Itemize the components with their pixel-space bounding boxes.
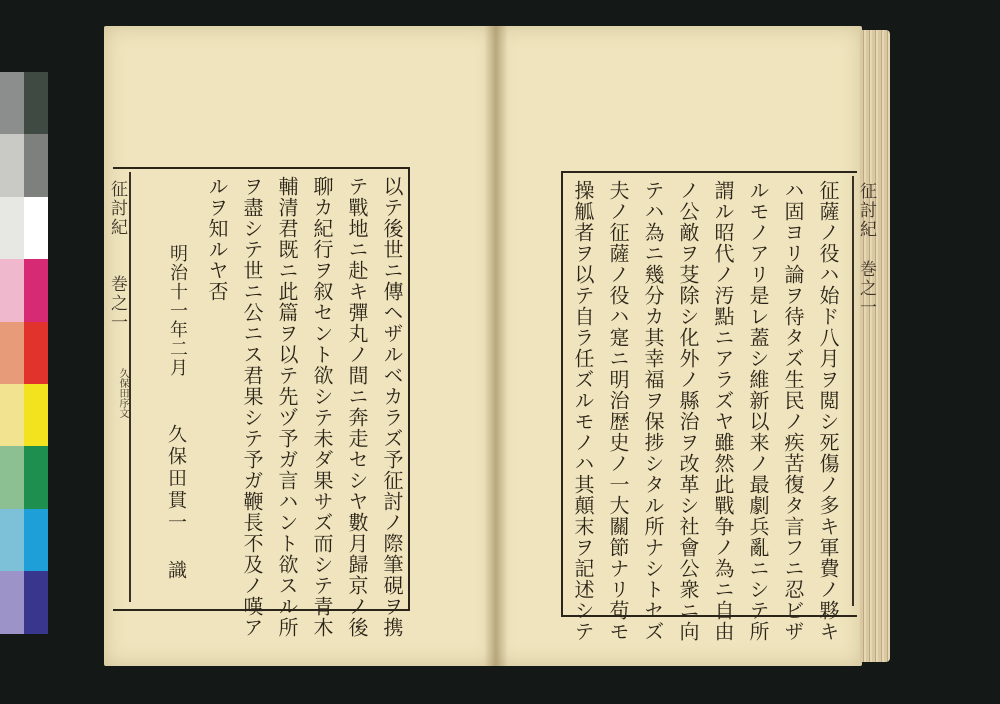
color-swatch [0,259,24,321]
color-swatch [24,446,48,508]
color-swatch [24,509,48,571]
color-swatch [24,384,48,446]
color-swatch [24,72,48,134]
left-column-2: テ戰地ニ赴キ彈丸ノ間ニ奔走セシヤ數月歸京ノ後 [345,176,369,638]
left-hanshin-title: 征討紀 [107,180,127,237]
right-column-7: 夫ノ征薩ノ役ハ寔ニ明治歴史ノ一大關節ナリ苟モ [606,180,630,642]
color-swatch [24,259,48,321]
right-column-4: 謂ル昭代ノ汚點ニアラズヤ雖然此戰争ノ為ニ自由 [711,180,735,642]
color-swatch [0,571,24,633]
right-column-6: テハ為ニ幾分カ其幸福ヲ保捗シタル所ナシトセズ [641,180,665,642]
color-swatch [24,134,48,196]
right-hanshin-rule [852,176,854,606]
right-hanshin-volume: 巻之一 [856,260,876,317]
right-column-5: ノ公敵ヲ芟除シ化外ノ縣治ヲ改革シ社會公衆ニ向 [676,180,700,642]
color-swatch [0,197,24,259]
color-swatch [0,322,24,384]
right-column-2: ハ固ヨリ論ヲ待タズ生民ノ疾苦復タ言フニ忍ビザ [781,180,805,642]
color-swatch [24,571,48,633]
left-column-6: ルヲ知ルヤ否 [205,176,229,302]
right-column-1: 征薩ノ役ハ始ド八月ヲ閲シ死傷ノ多キ軍費ノ夥キ [816,180,840,642]
color-swatch [0,384,24,446]
right-hanshin-title: 征討紀 [856,182,876,239]
preface-author: 久保田貫一 [165,424,187,534]
color-calibration-chart [0,72,48,634]
book-gutter [484,26,508,666]
right-column-8: 操觚者ヲ以テ自ラ任ズルモノハ其顛末ヲ記述シテ [571,180,595,642]
preface-signature: 識 [165,560,187,580]
color-swatch [0,134,24,196]
left-column-3: 聊カ紀行ヲ叙セント欲シテ未ダ果サズ而シテ青木 [310,176,334,638]
color-swatch [0,509,24,571]
left-hanshin-volume: 巻之一 [107,275,127,332]
page-edges [860,30,890,662]
left-hanshin-rule [129,172,131,602]
color-swatch [24,197,48,259]
color-swatch [24,322,48,384]
left-column-5: ヲ盡シテ世ニ公ニス君果シテ予ガ鞭長不及ノ嘆ア [240,176,264,638]
left-hanshin-section: 久保田序文 [117,368,128,418]
preface-date: 明治十一年二月 [167,244,188,377]
color-swatch [0,72,24,134]
color-swatch [0,446,24,508]
left-column-1: 以テ後世ニ傳ヘザルベカラズ予征討ノ際筆硯ヲ携 [380,176,404,638]
right-column-3: ルモノアリ是レ蓋シ維新以来ノ最劇兵亂ニシテ所 [746,180,770,642]
left-column-4: 輔清君既ニ此篇ヲ以テ先ヅ予ガ言ハント欲スル所 [275,176,299,638]
